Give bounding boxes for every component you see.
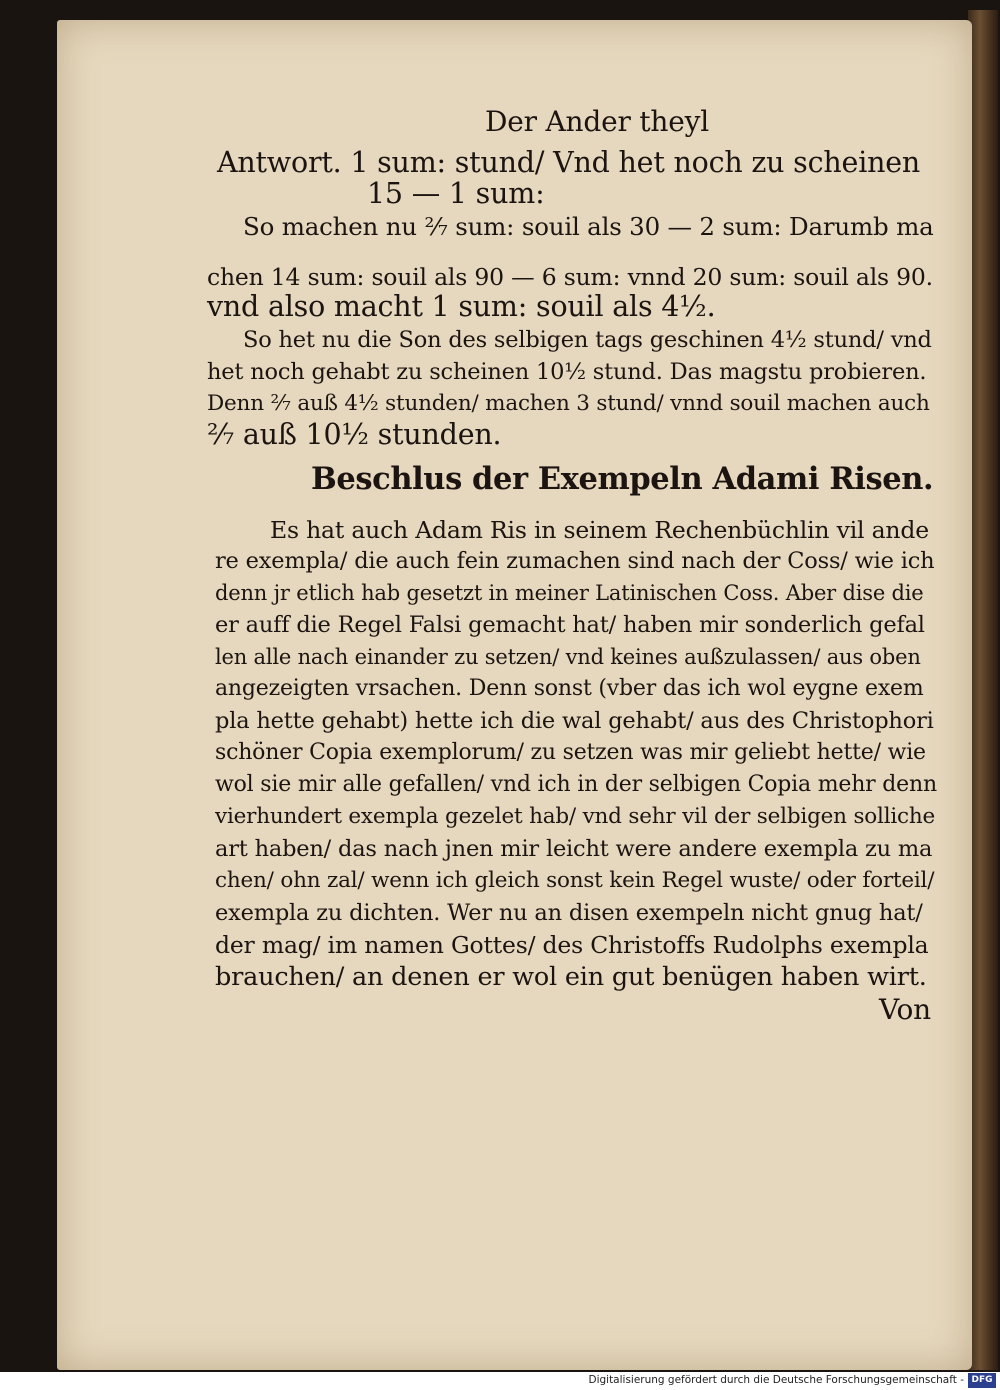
paragraph-line: angezeigten vrsachen. Denn sonst (vber das ich wol eygne exem	[215, 676, 924, 701]
paragraph-line: wol sie mir alle gefallen/ vnd ich in der selbigen Copia mehr denn	[215, 772, 937, 797]
paragraph-line: chen/ ohn zal/ wenn ich gleich sonst kein Regel wuste/ oder forteil/	[215, 868, 935, 893]
book-edge	[968, 10, 998, 1370]
paragraph-line: Es hat auch Adam Ris in seinem Rechenbüchlin vil ande	[270, 516, 929, 544]
section-heading: Beschlus der Exempeln Adami Risen.	[311, 461, 934, 497]
paragraph-line: brauchen/ an denen er wol ein gut benügen haben wirt.	[215, 962, 927, 992]
page-text	[57, 20, 972, 1370]
paragraph-line: er auff die Regel Falsi gemacht hat/ haben mir sonderlich gefal	[215, 612, 925, 638]
catchword: Von	[879, 993, 931, 1026]
paragraph-line: schöner Copia exemplorum/ zu setzen was mir geliebt hette/ wie	[215, 740, 926, 765]
text-line: het noch gehabt zu scheinen 10½ stund. Das magstu probieren.	[207, 359, 927, 385]
paragraph-line: art haben/ das nach jnen mir leicht were andere exempla zu ma	[215, 836, 933, 862]
running-head: Der Ander theyl	[485, 105, 709, 138]
paragraph-line: pla hette gehabt) hette ich die wal gehabt/ aus des Christophori	[215, 708, 934, 734]
funding-notice: Digitalisierung gefördert durch die Deutsche Forschungsgemeinschaft -	[588, 1374, 964, 1386]
footer-bar	[0, 1372, 1000, 1390]
text-line: 15 — 1 sum:	[367, 177, 545, 210]
text-line: Denn ²⁄₇ auß 4½ stunden/ machen 3 stund/ vnnd souil machen auch	[207, 391, 930, 416]
text-line: chen 14 sum: souil als 90 — 6 sum: vnnd 20 sum: souil als 90.	[207, 263, 933, 291]
book-page	[57, 20, 972, 1370]
paragraph-line: der mag/ im namen Gottes/ des Christoffs Rudolphs exempla	[215, 931, 929, 959]
text-line: So het nu die Son des selbigen tags geschinen 4½ stund/ vnd	[243, 327, 932, 353]
paragraph-line: exempla zu dichten. Wer nu an disen exempeln nicht gnug hat/	[215, 900, 923, 926]
dfg-logo: DFG	[968, 1373, 996, 1388]
paragraph-line: re exempla/ die auch fein zumachen sind nach der Coss/ wie ich	[215, 548, 935, 574]
text-line: Antwort. 1 sum: stund/ Vnd het noch zu scheinen	[217, 146, 921, 179]
paragraph-line: vierhundert exempla gezelet hab/ vnd sehr vil der selbigen solliche	[215, 804, 936, 829]
paragraph-line: denn jr etlich hab gesetzt in meiner Latinischen Coss. Aber dise die	[215, 581, 924, 605]
text-line: ²⁄₇ auß 10½ stunden.	[207, 418, 502, 451]
text-line: So machen nu ²⁄₇ sum: souil als 30 — 2 sum: Darumb ma	[243, 212, 934, 241]
text-line: vnd also macht 1 sum: souil als 4½.	[207, 290, 716, 323]
paragraph-line: len alle nach einander zu setzen/ vnd keines außzulassen/ aus oben	[215, 645, 921, 669]
